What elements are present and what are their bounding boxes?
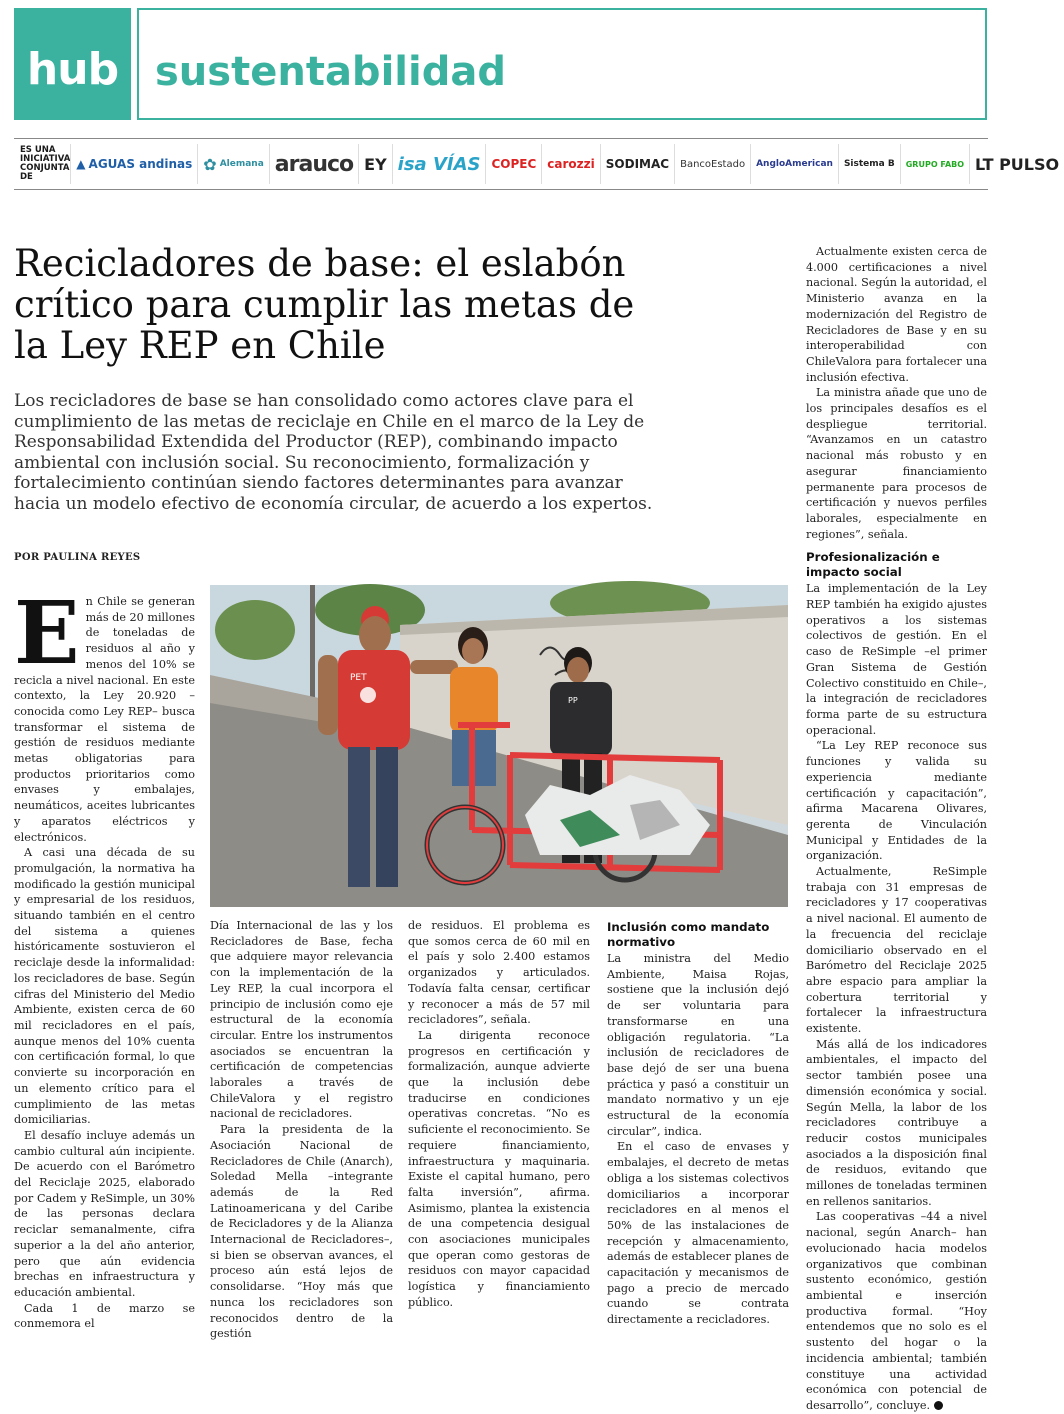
shirt-label-pp: PP [568, 696, 578, 705]
sponsor-logo-alemana: ✿ Alemana [197, 144, 269, 184]
sponsor-logo-grupo-fabo: GRUPO FABO [900, 144, 969, 184]
sponsor-intro: ES UNA INICIATIVA CONJUNTA DE [20, 145, 71, 182]
paragraph: La implementación de la Ley REP también ha exigido ajustes operativos a los sistemas colectivos de gestión. En el caso de ReSimple –el primer Gran Sistema de Gestión Colectivo constituido en Chile–, la integración de recicladores forma parte de su estructura operacional. [806, 582, 987, 737]
paragraph: La dirigenta reconoce progresos en certificación y formalización, aunque advierte que la inclusión debe traducirse en condiciones operativas concretas. “No es suficiente el reconocimiento. Se requiere financiamiento, infraestructura y maquinaria. Existe el capital humano, pero falta inversión”, afirma. Asimismo, plantea la existencia de una competencia desigual con asociaciones municipales que operan como gestoras de residuos con mayor capacidad logística y financiamiento público. [408, 1028, 590, 1309]
article-column-1 [14, 583, 195, 1332]
paragraph: Día Internacional de las y los Recicladores de Base, fecha que adquiere mayor relevancia con la implementación de la Ley REP, la cual incorpora el principio de inclusión como eje estructural de la economía circular. Entre los instrumentos asociados se encuentran la certificación de competencias laborales a través de ChileValora y el registro nacional de recicladores. [210, 919, 393, 1121]
sponsor-logo-lt-pulso: LT PULSO [969, 144, 1064, 184]
sponsor-bar [14, 138, 1060, 190]
sponsor-logo-bancoestado: BancoEstado [674, 144, 750, 184]
paragraph: Actualmente existen cerca de 4.000 certificaciones a nivel nacional. Según la autoridad, el Ministerio avanza en la modernización del Registro de Recicladores de Base y en su interoperabilidad con ChileValora para fortalecer una inclusión efectiva. [806, 245, 987, 384]
subheading-inclusion: Inclusión como mandato normativo [607, 920, 770, 949]
section-title: sustentabilidad [155, 49, 506, 95]
sponsor-logo-aguas-andinas: ▲ AGUAS andinas [70, 144, 197, 184]
paragraph: A casi una década de su promulgación, la normativa ha modificado la gestión municipal y empresarial de los residuos, situando también en el centro del sistema a quienes históricamente sostuvieron el reciclaje desde la informalidad: los recicladores de base. Según cifras del Ministerio del Medio Ambiente, existen cerca de 60 mil recicladores en el país, aunque menos del 10% cuenta con certificación formal, lo que convierte su incorporación en un elemento crítico para el cumplimiento de las metas domiciliarias. [14, 846, 195, 1127]
paragraph: Las cooperativas –44 a nivel nacional, según Anarch– han evolucionado hacia modelos organizativos que combinan sustento económico, gestión ambiental e inserción productiva formal. “Hoy entendemos que no solo es el sustento del hogar o la incidencia ambiental; también constituye una actividad económica con potencial de desarrollo”, concluye. [806, 1210, 987, 1412]
article-lead: Los recicladores de base se han consolidado como actores clave para el cumplimiento de las metas de reciclaje en Chile en el marco de la Ley de Responsabilidad Extendida del Productor (REP), combinando impacto ambiental con inclusión social. Su reconocimiento, formalización y fortalecimiento continúan siendo factores determinantes para avanzar hacia un modelo efectivo de economía circular, de acuerdo a los expertos. [14, 391, 653, 514]
article-column-3 [408, 918, 590, 1311]
paragraph: Para la presidenta de la Asociación Nacional de Recicladores de Chile (Anarch), Soledad Mella –integrante además de la Red Latinoamericana y del Caribe de Recicladores y de la Alianza Internacional de Recicladores–, si bien se observan avances, el proceso aún está lejos de consolidarse. “Hoy más que nunca los recicladores son reconocidos dentro de la gestión [210, 1123, 393, 1341]
sponsor-logo-copec: COPEC [485, 144, 541, 184]
hub-logo-text: hub [26, 44, 119, 95]
sponsor-logo-isa: isa VÍAS [392, 144, 486, 184]
sponsor-logo-angloamerican: AngloAmerican [750, 144, 838, 184]
sponsor-logo-sistema-b: Sistema B [838, 144, 900, 184]
article-column-2 [210, 918, 393, 1342]
paragraph: de residuos. El problema es que somos cerca de 60 mil en el país y solo 2.400 estamos organizados y articulados. Todavía falta censar, certificar y reconocer a más de 57 mil recicladores”, señala. [408, 919, 590, 1027]
paragraph: Cada 1 de marzo se conmemora el [14, 1301, 195, 1331]
flower-icon: ✿ [203, 154, 217, 174]
paragraph: En Chile se generan más de 20 millones de toneladas de residuos al año y menos del 10% se recicla a nivel nacional. En este contexto, la Ley 20.920 –conocida como Ley REP– busca transformar el sistema de gestión de residuos mediante metas obligatorias para productos prioritarios como envases y embalajes, neumáticos, aceites lubricantes y aparatos eléctricos y electrónicos. [14, 583, 195, 844]
paragraph: La ministra del Medio Ambiente, Maisa Rojas, sostiene que la inclusión dejó de ser voluntaria para transformarse en una obligación regulatoria. “La inclusión de recicladores de base dejó de ser una buena práctica y pasó a constituir un mandato normativo y un eje estructural de la economía circular”, indica. [607, 952, 789, 1138]
paragraph: En el caso de envases y embalajes, el decreto de metas obliga a los sistemas colectivos domiciliarios a incorporar recicladores en al menos el 50% de las instalaciones de recepción y almacenamiento, además de establecer planes de capacitación y mecanismos de pago a precio de mercado cuando se contrata directamente a recicladores. [607, 1140, 789, 1327]
paragraph: El desafío incluye además un cambio cultural aún incipiente. De acuerdo con el Barómetro del Reciclaje 2025, elaborado por Cadem y ReSimple, un 30% de las personas declara reciclar semanalmente, cifra superior a la del año anterior, pero que aún evidencia brechas en infraestructura y educación ambiental. [14, 1128, 195, 1299]
paragraph: Más allá de los indicadores ambientales, el impacto del sector también posee una dimensión económica y social. Según Mella, la labor de los recicladores contribuye a reducir costos municipales asociados a la disposición final de residuos, evitando que millones de toneladas terminen en rellenos sanitarios. [806, 1037, 987, 1208]
section-header [137, 8, 987, 120]
sponsor-logo-ey: EY [358, 144, 392, 184]
article-column-5 [806, 244, 987, 1414]
paragraph: Actualmente, ReSimple trabaja con 31 empresas de recicladores y 17 cooperativas a nivel nacional. El aumento de la frecuencia del reciclaje domiciliario observado en el Barómetro del Reciclaje 2025 abre espacio para ampliar la cobertura territorial y fortalecer la infraestructura existente. [806, 865, 987, 1036]
sponsor-logo-carozzi: carozzi [541, 144, 599, 184]
article-photo [210, 585, 788, 907]
article-column-4 [607, 918, 789, 1328]
mountain-icon: ▲ [76, 157, 86, 171]
drop-cap: E [14, 583, 80, 684]
paragraph: “La Ley REP reconoce sus funciones y valida su experiencia mediante certificación y capacitación”, afirma Macarena Olivares, gerenta de Vinculación Municipal y Entidades de la organización. [806, 739, 987, 863]
shirt-label-pet: PET [350, 673, 367, 683]
article-byline: POR PAULINA REYES [14, 552, 141, 563]
recyclers-photo-illustration [210, 585, 788, 907]
sponsor-logo-arauco: arauco [269, 144, 358, 184]
article-title: Recicladores de base: el eslabón crítico para cumplir las metas de la Ley REP en Chile [14, 242, 635, 367]
subheading-profesionalizacion: Profesionalización e impacto social [806, 550, 940, 580]
end-mark-icon [934, 1401, 943, 1410]
hub-logo [14, 8, 131, 120]
sponsor-logo-sodimac: SODIMAC [600, 144, 674, 184]
paragraph: La ministra añade que uno de los principales desafíos es el despliegue territorial. “Avanzamos en un catastro nacional más robusto y en asegurar financiamiento permanente para procesos de certificación y nuevos perfiles laborales, especialmente en regiones”, señala. [806, 386, 987, 541]
